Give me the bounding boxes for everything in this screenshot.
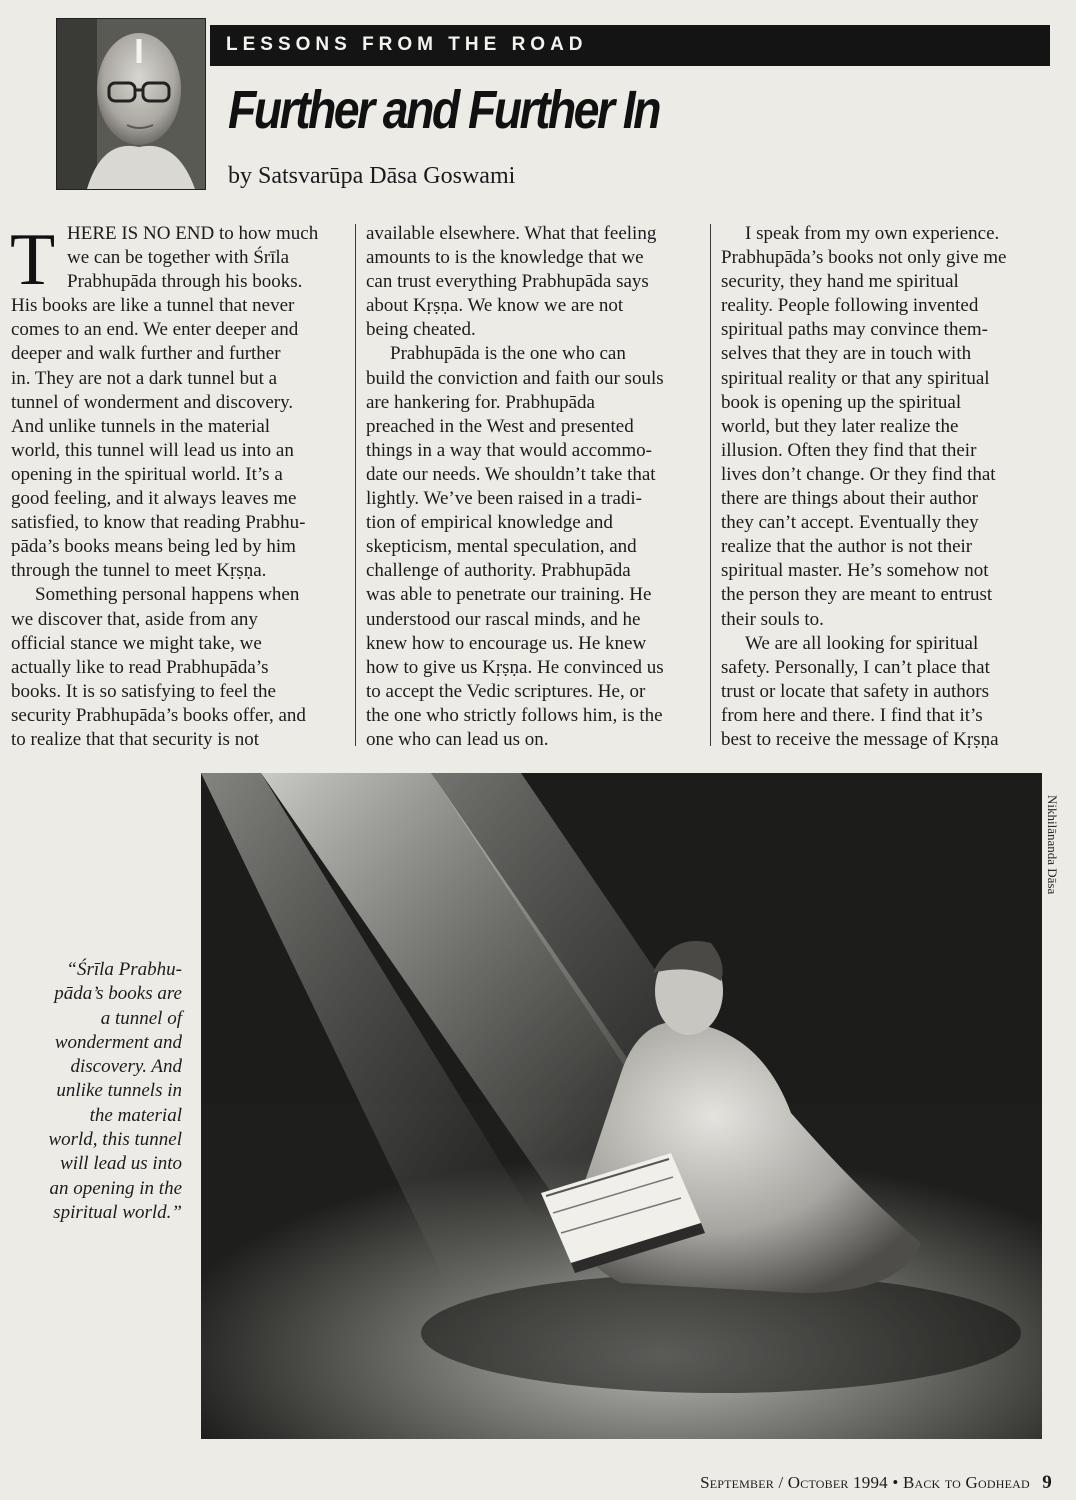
body-line: actually like to read Prabhupāda’s (11, 656, 269, 678)
body-line: to accept the Vedic scriptures. He, or (366, 680, 646, 702)
magazine-name: Back to Godhead (902, 1473, 1030, 1492)
body-line: spiritual reality or that any spiritual (721, 367, 990, 389)
body-line: I speak from my own experience. (745, 223, 1000, 244)
pull-quote-line: discovery. And (70, 1056, 182, 1078)
body-line: His books are like a tunnel that never (11, 295, 295, 317)
body-line: was able to penetrate our training. He (366, 584, 652, 606)
column-divider (710, 224, 711, 746)
body-line: the one who strictly follows him, is the (366, 704, 663, 726)
body-line: pāda’s books means being led by him (11, 536, 296, 558)
pull-quote-line: world, this tunnel (48, 1129, 182, 1151)
body-line: HERE IS NO END to how much (67, 223, 319, 244)
body-line: deeper and walk further and further (11, 343, 281, 365)
body-line: preached in the West and presented (366, 415, 634, 437)
page-number: 9 (1042, 1472, 1052, 1493)
body-line: spiritual master. He’s somehow not (721, 560, 989, 582)
body-line: safety. Personally, I can’t place that (721, 656, 990, 678)
body-line: there are things about their author (721, 488, 978, 510)
body-line: world, this tunnel will lead us into an (11, 439, 294, 461)
author-portrait-image (57, 19, 205, 189)
article-byline: by Satsvarūpa Dāsa Goswami (228, 163, 516, 189)
body-line: trust or locate that safety in authors (721, 680, 990, 702)
column-divider (355, 224, 356, 746)
body-line: in. They are not a dark tunnel but a (11, 367, 278, 389)
body-line: about Kṛṣṇa. We know we are not (366, 295, 624, 317)
body-line: available elsewhere. What that feeling (366, 223, 657, 244)
body-line: And unlike tunnels in the material (11, 415, 271, 437)
pull-quote-line: “Śrīla Prabhu- (66, 959, 182, 980)
body-line: tunnel of wonderment and discovery. (11, 391, 294, 413)
monk-reading-photo (201, 773, 1042, 1439)
body-line: books. It is so satisfying to feel the (11, 680, 276, 702)
pull-quote-line: an opening in the (49, 1177, 182, 1199)
pull-quote-line: spiritual world.” (53, 1201, 182, 1223)
pull-quote-line: the material (89, 1104, 182, 1126)
pull-quote (18, 958, 182, 1225)
body-line: world, but they later realize the (721, 415, 959, 437)
body-line: best to receive the message of Kṛṣṇa (721, 728, 999, 750)
body-line: knew how to encourage us. He knew (366, 632, 647, 654)
author-portrait (56, 18, 206, 190)
body-line: their souls to. (721, 608, 824, 630)
body-line: amounts to is the knowledge that we (366, 247, 644, 269)
article-column-3 (721, 222, 1061, 752)
body-line: reality. People following invented (721, 295, 979, 317)
body-line: things in a way that would accommo- (366, 439, 652, 461)
body-line: being cheated. (366, 319, 476, 341)
body-line: illusion. Often they find that their (721, 439, 977, 461)
body-line: spiritual paths may convince them- (721, 319, 988, 341)
pull-quote-line: pāda’s books are (54, 983, 182, 1005)
body-line: how to give us Kṛṣṇa. He convinced us (366, 656, 664, 678)
drop-cap: T (10, 219, 56, 301)
body-line: Prabhupāda’s books not only give me (721, 247, 1007, 269)
body-line: Something personal happens when (35, 584, 300, 606)
pull-quote-line: wonderment and (54, 1031, 182, 1053)
body-line: opening in the spiritual world. It’s a (11, 463, 283, 485)
body-line: from here and there. I find that it’s (721, 704, 983, 726)
body-line: lives don’t change. Or they find that (721, 463, 996, 485)
body-line: are hankering for. Prabhupāda (366, 391, 595, 413)
body-line: to realize that that security is not (11, 728, 259, 750)
feature-photo (201, 773, 1042, 1439)
body-line: selves that they are in touch with (721, 343, 972, 365)
pull-quote-line: unlike tunnels in (56, 1080, 182, 1102)
body-line: challenge of authority. Prabhupāda (366, 560, 631, 582)
body-line: can trust everything Prabhupāda says (366, 271, 649, 293)
body-line: they can’t accept. Eventually they (721, 512, 979, 534)
body-line: tion of empirical knowledge and (366, 512, 613, 534)
body-line: lightly. We’ve been raised in a tradi- (366, 488, 642, 510)
body-line: skepticism, mental speculation, and (366, 536, 637, 558)
article-column-1 (10, 219, 346, 752)
body-line: we discover that, aside from any (11, 608, 258, 630)
body-line: satisfied, to know that reading Prabhu- (11, 512, 306, 534)
photo-credit: Nikhilānanda Dāsa (1045, 795, 1060, 895)
body-line: the person they are meant to entrust (721, 584, 993, 606)
issue-date: September / October 1994 (700, 1473, 888, 1492)
body-line: through the tunnel to meet Kṛṣṇa. (11, 560, 267, 582)
article-title: Further and Further In (228, 80, 659, 140)
body-line: comes to an end. We enter deeper and (11, 319, 299, 341)
body-line: understood our rascal minds, and he (366, 608, 641, 630)
body-line: build the conviction and faith our souls (366, 367, 664, 389)
body-line: security, they hand me spiritual (721, 271, 959, 293)
body-line: security Prabhupāda’s books offer, and (11, 704, 306, 726)
body-line: We are all looking for spiritual (745, 632, 979, 654)
footer-bullet: • (892, 1473, 899, 1492)
body-line: date our needs. We shouldn’t take that (366, 463, 656, 485)
body-line: one who can lead us on. (366, 728, 549, 750)
body-line: good feeling, and it always leaves me (11, 488, 297, 510)
article-column-2 (366, 222, 706, 752)
pull-quote-line: a tunnel of (100, 1007, 182, 1029)
body-line: we can be together with Śrīla (67, 247, 290, 269)
body-line: realize that the author is not their (721, 536, 973, 558)
body-line: book is opening up the spiritual (721, 391, 962, 413)
page-footer (700, 1472, 1052, 1494)
body-line: Prabhupāda through his books. (67, 271, 303, 293)
section-kicker: LESSONS FROM THE ROAD (226, 34, 588, 55)
pull-quote-line: will lead us into (60, 1153, 182, 1175)
body-line: Prabhupāda is the one who can (390, 343, 626, 365)
body-line: official stance we might take, we (11, 632, 262, 654)
